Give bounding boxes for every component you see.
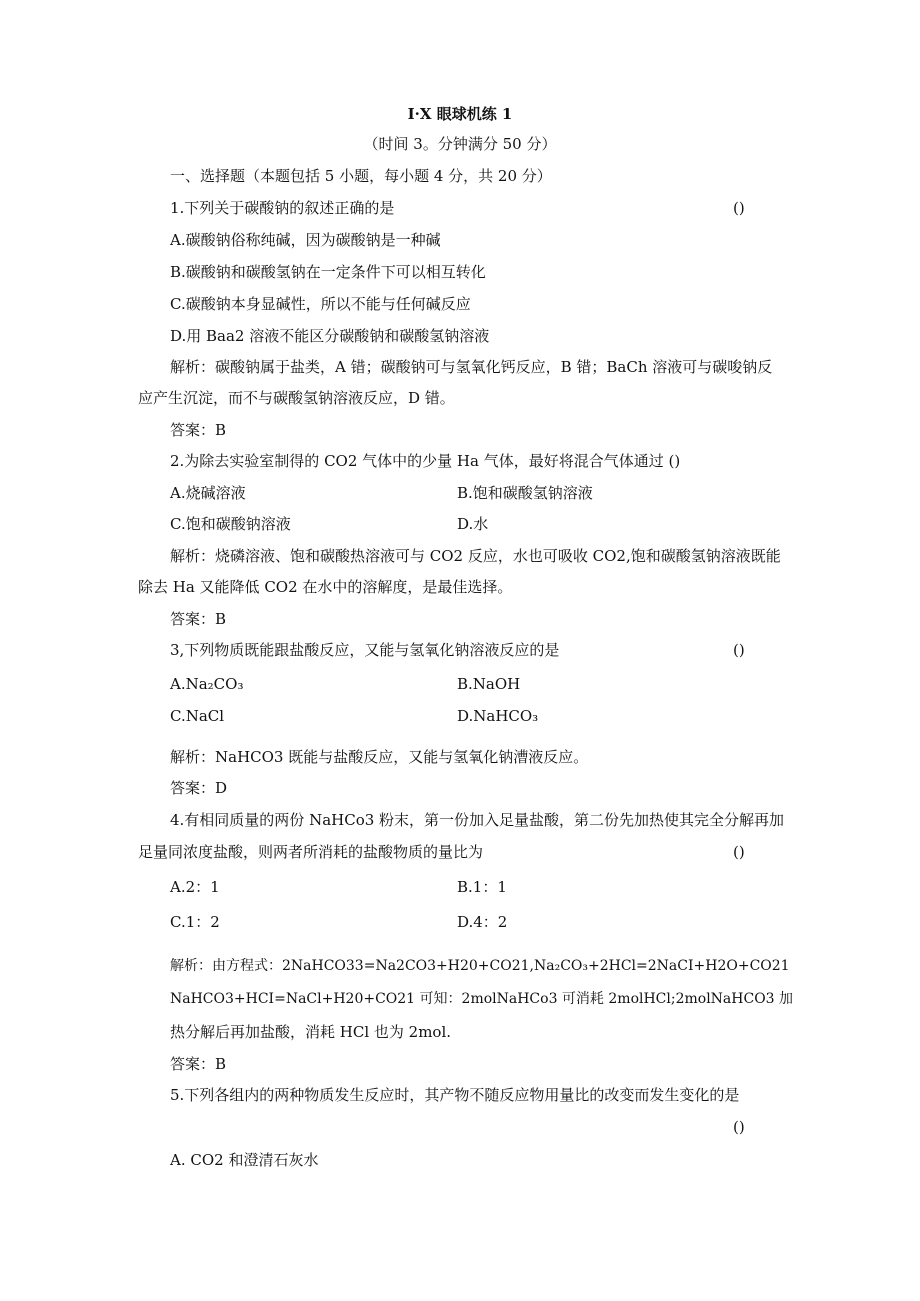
question-3-answer: 答案：D (170, 779, 228, 797)
question-5-stem: 5.下列各组内的两种物质发生反应时，其产物不随反应物用量比的改变而发生变化的是 (170, 1086, 740, 1104)
question-2-analysis-line-1: 解析：烧磷溶液、饱和碳酸热溶液可与 CO2 反应，水也可吸收 CO2,饱和碳酸氢钠溶液既能 (170, 547, 781, 565)
question-2-option-d: D.水 (457, 515, 489, 533)
question-2-stem: 2.为除去实验室制得的 CO2 气体中的少量 Ha 气体，最好将混合气体通过 () (170, 452, 681, 470)
question-1-stem: 1.下列关于碳酸钠的叙述正确的是 (170, 199, 395, 217)
question-3-stem: 3,下列物质既能跟盐酸反应，又能与氢氧化钠溶液反应的是 (170, 641, 560, 659)
question-4-analysis-line-3: 热分解后再加盐酸，消耗 HCl 也为 2mol. (170, 1023, 452, 1041)
question-4-stem-line-2: 足量同浓度盐酸，则两者所消耗的盐酸物质的量比为 (138, 843, 484, 861)
question-2-option-b: B.饱和碳酸氢钠溶液 (457, 484, 593, 502)
question-4-option-b: B.1：1 (457, 878, 507, 896)
question-4-option-d: D.4：2 (457, 913, 508, 931)
question-3-option-c: C.NaCl (170, 707, 225, 725)
page-subtitle: （时间 3。分钟满分 50 分） (363, 135, 557, 153)
question-4-analysis-line-2: NaHCO3+HCI=NaCl+H20+CO21 可知：2molNaHCo3 可消耗 2molHCl;2molNaHCO3 加 (170, 991, 794, 1007)
question-1-analysis-line-1: 解析：碳酸钠属于盐类，A 错；碳酸钠可与氢氧化钙反应，B 错；BaCh 溶液可与碳唆钠反 (170, 358, 773, 376)
question-2-option-a: A.烧碱溶液 (170, 484, 246, 502)
question-4-option-c: C.1：2 (170, 913, 220, 931)
question-2-option-c: C.饱和碳酸钠溶液 (170, 515, 291, 533)
question-5-option-a: A. CO2 和澄清石灰水 (170, 1151, 319, 1169)
section-heading: 一、选择题（本题包括 5 小题，每小题 4 分，共 20 分） (170, 167, 552, 185)
question-1-answer-blank: () (733, 199, 745, 217)
question-3-option-d: D.NaHCO₃ (457, 707, 539, 725)
question-4-analysis-line-1: 解析：由方程式：2NaHCO33=Na2CO3+H20+CO21,Na₂CO₃+2HCl=2NaCI+H2O+CO21 (170, 958, 790, 974)
question-1-option-b: B.碳酸钠和碳酸氢钠在一定条件下可以相互转化 (170, 263, 486, 281)
question-1-analysis-line-2: 应产生沉淀，而不与碳酸氢钠溶液反应，D 错。 (138, 389, 455, 407)
question-1-option-a: A.碳酸钠俗称纯碱，因为碳酸钠是一种碱 (170, 231, 441, 249)
question-4-answer: 答案：B (170, 1055, 227, 1073)
question-3-option-b: B.NaOH (457, 675, 521, 693)
question-4-option-a: A.2：1 (170, 878, 220, 896)
question-4-answer-blank: () (733, 843, 745, 861)
question-1-answer: 答案：B (170, 421, 227, 439)
question-3-option-a: A.Na₂CO₃ (170, 675, 244, 693)
question-3-analysis-line-1: 解析：NaHCO3 既能与盐酸反应，又能与氢氧化钠漕液反应。 (170, 748, 589, 766)
question-1-option-d: D.用 Baa2 溶液不能区分碳酸钠和碳酸氢钠溶液 (170, 327, 490, 345)
question-1-option-c: C.碳酸钠本身显碱性，所以不能与任何碱反应 (170, 295, 471, 313)
question-2-analysis-line-2: 除去 Ha 又能降低 CO2 在水中的溶解度，是最佳选择。 (138, 578, 513, 596)
question-3-answer-blank: () (733, 641, 745, 659)
page-title: I·X 眼球机练 1 (407, 105, 513, 123)
question-4-stem-line-1: 4.有相同质量的两份 NaHCo3 粉末，第一份加入足量盐酸，第二份先加热使其完全分解再加 (170, 811, 785, 829)
question-5-answer-blank: () (733, 1118, 745, 1136)
question-2-answer: 答案：B (170, 610, 227, 628)
